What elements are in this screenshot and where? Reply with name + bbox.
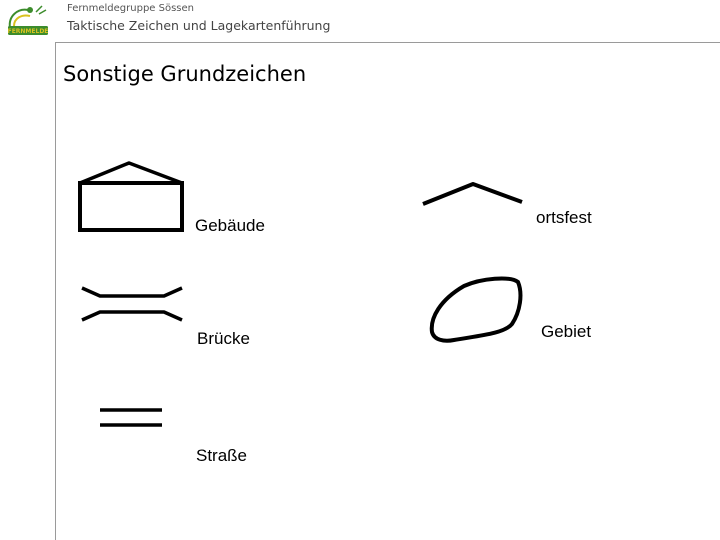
- road-icon: [96, 404, 166, 430]
- area-icon: [424, 272, 526, 348]
- road-label: Straße: [196, 446, 248, 465]
- building-icon: [74, 158, 190, 236]
- header-title: Taktische Zeichen und Lagekartenführung: [67, 18, 331, 33]
- stationary-icon: [418, 178, 526, 210]
- stationary-label: ortsfest: [536, 208, 592, 227]
- bridge-icon: [74, 278, 190, 328]
- logo-text: FERNMELDE: [7, 28, 49, 35]
- slide-title: Sonstige Grundzeichen: [63, 62, 307, 86]
- organization-logo: [2, 2, 52, 42]
- bridge-label: Brücke: [197, 329, 250, 348]
- building-label: Gebäude: [195, 216, 265, 235]
- header-divider: [55, 42, 720, 43]
- left-divider: [55, 42, 56, 540]
- area-label: Gebiet: [541, 322, 592, 341]
- header-organization: Fernmeldegruppe Sössen: [67, 3, 195, 14]
